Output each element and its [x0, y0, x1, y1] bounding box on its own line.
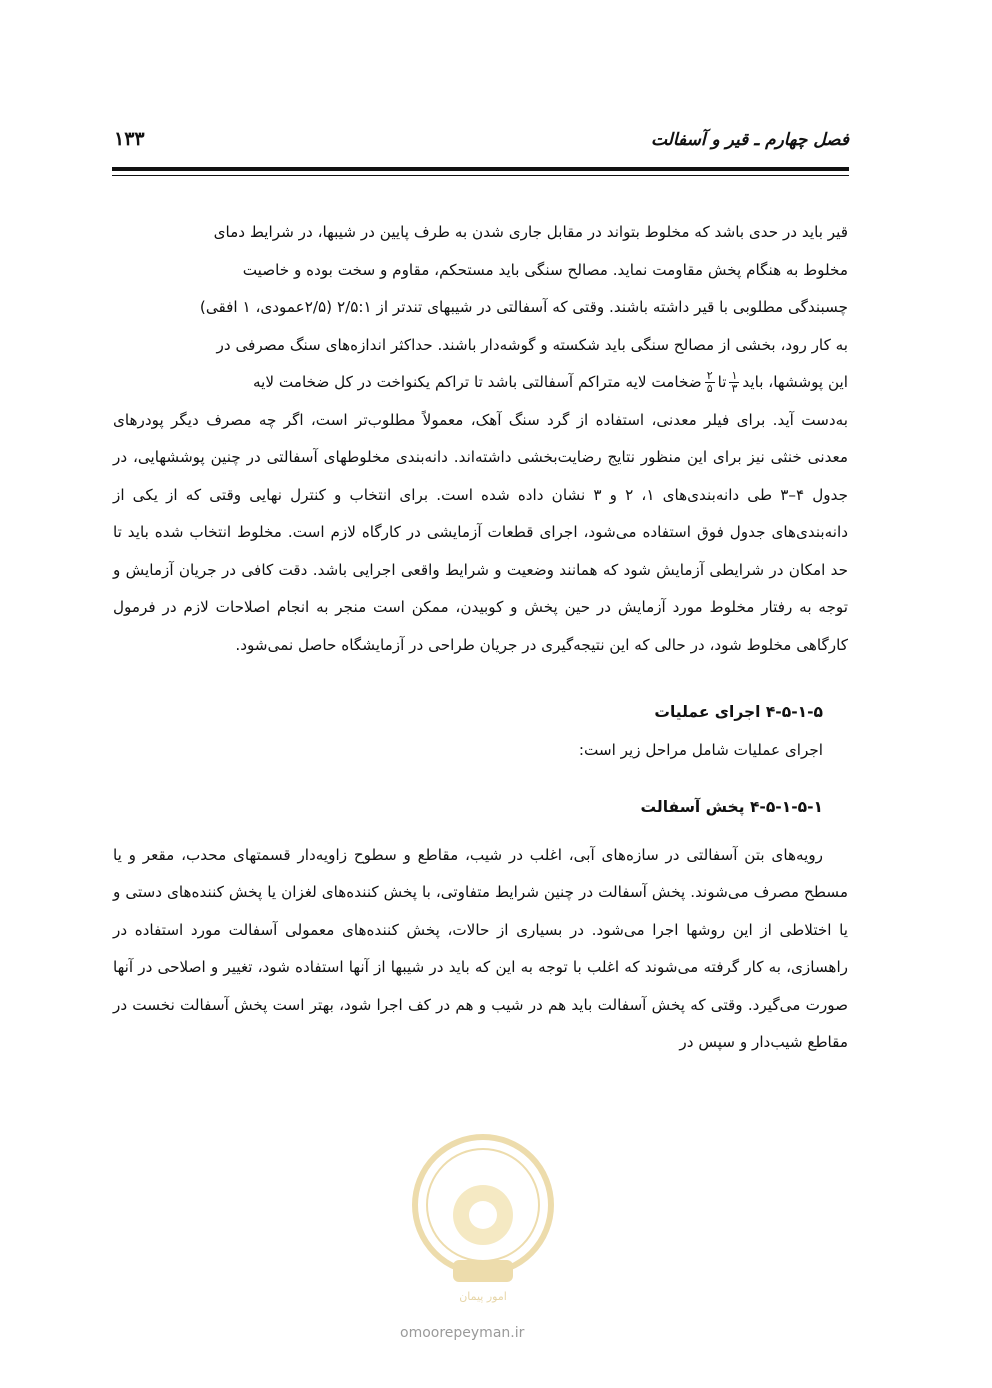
- paragraph-1-line-3: چسبندگی مطلوبی با قیر داشته باشند. وقتی که آسفالتی در شیبهای تندتر از ۲/۵:۱ (۲/۵عمودی، ۱ افقی): [199, 298, 848, 316]
- paragraph-1: [113, 214, 848, 664]
- fraction-denominator: ۵: [706, 382, 713, 395]
- line-5-start: این پوششها، باید: [742, 373, 848, 391]
- paragraph-1-rest: به‌دست آید. برای فیلر معدنی، استفاده از گرد سنگ آهک، معمولاً مطلوب‌تر است، اگر چه مصرف دیگر پودرهای معدنی خنثی نیز برای این منظور نتایج رضایت‌بخشی داشته‌اند. دانه‌بندی مخلوطهای آسفالتی در چنین پوششهایی، در جدول ۴–۳ طی دانه‌بندی‌های ۱، ۲ و ۳ نشان داده شده است. برای انتخاب و کنترل نهایی وقتی که از یکی از دانه‌بندی‌های جدول فوق استفاده می‌شود، اجرای قطعات آزمایشی در کارگاه لازم است. مخلوط انتخاب شده باید تا حد امکان در شرایطی آزمایش شود که همانند وضعیت و شرایط واقعی اجرایی باشد. دقت کافی در جریان آزمایش و توجه به رفتار مخلوط مورد آزمایش در حین پخش و کوبیدن، ممکن است منجر به انجام اصلاحات لازم در فرمول کارگاهی مخلوط شود، در حالی که این نتیجه‌گیری در جریان طراحی در آزمایشگاه حاصل نمی‌شود.: [113, 410, 848, 654]
- fraction-one-third: [729, 370, 739, 395]
- paragraph-1-line-4: به کار رود، بخشی از مصالح سنگی باید شکسته و گوشه‌دار باشند. حداکثر اندازه‌های سنگ مصرفی در: [216, 335, 848, 354]
- header-rule-thin: [112, 175, 849, 176]
- section-intro: اجرای عملیات شامل مراحل زیر است:: [578, 740, 823, 759]
- line-5-middle: تا: [717, 373, 727, 391]
- watermark-url: omoorepeyman.ir: [400, 1325, 525, 1341]
- seal-caption: امور پیمان: [459, 1290, 507, 1303]
- page-number: ۱۳۳: [114, 128, 145, 150]
- fraction-two-fifths: [705, 370, 715, 395]
- paragraph-1-line-5: [113, 364, 848, 402]
- section-heading: ۴-۵-۱-۵ اجرای عملیات: [654, 703, 823, 721]
- paragraph-1-line-1: قیر باید در حدی باشد که مخلوط بتواند در مقابل جاری شدن به طرف پایین در شیبها، در شرایط دمای: [213, 223, 848, 241]
- header-rule-thick: [112, 167, 849, 171]
- paragraph-1-line-2: مخلوط به هنگام پخش مقاومت نماید. مصالح سنگی باید مستحکم، مقاوم و سخت بوده و خاصیت: [242, 260, 848, 279]
- line-5-end: ضخامت لایه متراکم آسفالتی باشد تا تراکم یکنواخت در کل ضخامت لایه: [253, 373, 702, 391]
- paragraph-2: رویه‌های بتن آسفالتی در سازه‌های آبی، اغلب در شیب، مقاطع و سطوح زاویه‌دار قسمتهای محدب، مقعر و یا مسطح مصرف می‌شوند. پخش آسفالت در چنین شرایط متفاوتی، با پخش کننده‌های لغزان یا پخش کننده‌های دستی و یا اختلاطی از این روشها اجرا می‌شود. در بسیاری از حالات، پخش کننده‌های معمولی آسفالت مورد استفاده در راهسازی، به کار گرفته می‌شوند که اغلب با توجه به این که باید در شیبها از آنها استفاده شود، تغییر و اصلاحی در آنها صورت می‌گیرد. وقتی که پخش آسفالت باید هم در شیب و هم در کف اجرا شود، بهتر است پخش آسفالت نخست در مقاطع شیب‌دار و سپس در: [113, 845, 848, 1051]
- watermark-seal-icon: [398, 1110, 568, 1310]
- subsection-heading: ۴-۵-۱-۵-۱ پخش آسفالت: [640, 798, 823, 816]
- fraction-denominator: ۳: [731, 382, 738, 395]
- chapter-title: فصل چهارم ـ قیر و آسفالت: [650, 130, 849, 150]
- body-text: [113, 214, 848, 1062]
- fraction-numerator: ۱: [731, 369, 738, 382]
- fraction-numerator: ۲: [706, 369, 713, 382]
